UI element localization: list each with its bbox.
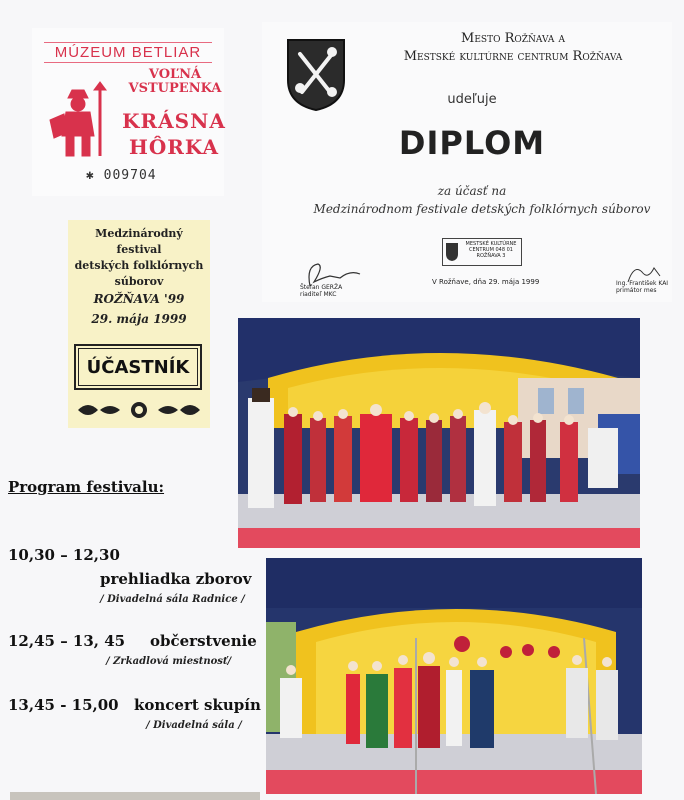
signer-right-role: primátor mes bbox=[616, 287, 657, 294]
program-item-2-place: / Zrkadlová miestnosť/ bbox=[106, 656, 232, 667]
ticket-place-line2: HÔRKA bbox=[128, 135, 220, 159]
program-title: Program festivalu: bbox=[8, 478, 165, 496]
program-item-1-place: / Divadelná sála Radnice / bbox=[100, 594, 245, 605]
badge-title-line3: súborov bbox=[114, 275, 164, 288]
bottom-edge-strip bbox=[10, 792, 260, 800]
program-item-3-place: / Divadelná sála / bbox=[146, 720, 242, 731]
stage-photo-1 bbox=[238, 318, 640, 548]
program-item-3-time: 13,45 - 15,00 bbox=[8, 696, 119, 714]
program-item-2-time: 12,45 – 13, 45 bbox=[8, 632, 126, 650]
stage-photo-1-image bbox=[238, 318, 640, 548]
badge-participant-label: ÚČASTNÍK bbox=[74, 344, 202, 390]
program-item-3-name: koncert skupín bbox=[134, 696, 261, 714]
ticket-museum-name: MÚZEUM BETLIAR bbox=[44, 42, 212, 63]
ticket-free-entry bbox=[120, 68, 230, 96]
badge-festival-title bbox=[72, 226, 206, 290]
diploma-title: DIPLOM bbox=[398, 124, 546, 162]
museum-ticket bbox=[32, 28, 224, 196]
grants-text: udeľuje bbox=[447, 92, 497, 107]
stamp-text: MESTSKÉ KULTÚRNE CENTRUM 048 01 ROŽŇAVA 3 bbox=[465, 241, 517, 259]
official-stamp bbox=[442, 238, 522, 266]
badge-title-line2: detských folklórnych bbox=[74, 259, 204, 272]
badge-date: 29. mája 1999 bbox=[91, 312, 187, 326]
city-crest-icon bbox=[284, 36, 348, 112]
ticket-free-entry-line2: VSTUPENKA bbox=[128, 81, 222, 96]
ticket-place-line1: KRÁSNA bbox=[122, 109, 226, 133]
issuer bbox=[358, 30, 668, 66]
participant-badge bbox=[68, 220, 210, 428]
issuer-line1: Mesto Rožňava a bbox=[461, 31, 565, 46]
program-item-1-name: prehliadka zborov bbox=[100, 570, 252, 588]
program-item-1-time: 10,30 – 12,30 bbox=[8, 546, 120, 564]
ticket-serial-number: ✱ 009704 bbox=[86, 168, 157, 183]
stage-photo-2 bbox=[266, 558, 642, 794]
issuer-line2: Mestské kultúrne centrum Rožňava bbox=[403, 49, 623, 64]
signer-left bbox=[300, 284, 342, 298]
folk-ornament-icon bbox=[74, 400, 204, 420]
signer-right bbox=[616, 280, 668, 294]
diploma-date: V Rožňave, dňa 29. mája 1999 bbox=[432, 278, 540, 286]
signer-left-role: riaditeľ MKC bbox=[300, 291, 337, 298]
stamp-crest-icon bbox=[445, 242, 459, 262]
badge-city-year: ROŽŇAVA '99 bbox=[93, 292, 185, 306]
badge-title-line1: Medzinárodný festival bbox=[95, 227, 183, 256]
stage-photo-2-image bbox=[266, 558, 642, 794]
signer-right-name: Ing. František KAI bbox=[616, 280, 669, 287]
signer-left-name: Štefan GERŽA bbox=[300, 284, 343, 291]
ticket-free-entry-line1: VOĽNÁ bbox=[148, 67, 202, 82]
diploma bbox=[262, 22, 672, 302]
ticket-place bbox=[114, 108, 234, 160]
program-item-2-name: občerstvenie bbox=[150, 632, 257, 650]
for-participation-text: za účasť na bbox=[437, 184, 507, 198]
festival-name: Medzinárodnom festivale detských folklórnych súborov bbox=[313, 202, 651, 216]
knight-figure-icon bbox=[44, 80, 112, 160]
